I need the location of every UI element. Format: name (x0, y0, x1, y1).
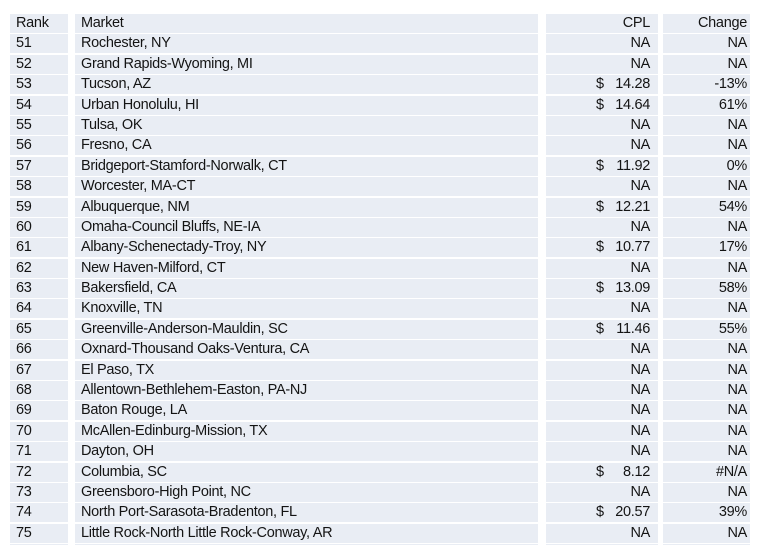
cpl-value: NA (630, 55, 650, 72)
market-cell[interactable]: McAllen-Edinburg-Mission, TX (75, 422, 538, 441)
table-row (10, 503, 770, 522)
cpl-cell[interactable] (546, 381, 658, 400)
change-cell[interactable]: NA (663, 422, 750, 441)
rank-cell[interactable]: 57 (10, 157, 68, 176)
change-cell[interactable]: 55% (663, 320, 750, 339)
change-cell[interactable]: 54% (663, 198, 750, 217)
market-cell[interactable]: Bakersfield, CA (75, 279, 538, 298)
cpl-value: 8.12 (622, 463, 650, 480)
header-cell-rank[interactable]: Rank (10, 14, 68, 33)
market-cell[interactable]: El Paso, TX (75, 361, 538, 380)
cpl-cell[interactable] (546, 361, 658, 380)
change-cell[interactable]: 61% (663, 96, 750, 115)
cpl-cell[interactable] (546, 136, 658, 155)
table-row (10, 340, 770, 359)
cpl-cell[interactable] (546, 55, 658, 74)
change-cell[interactable]: 39% (663, 503, 750, 522)
cpl-cell[interactable] (546, 340, 658, 359)
rank-cell[interactable]: 73 (10, 483, 68, 502)
change-cell[interactable]: NA (663, 177, 750, 196)
cpl-cell[interactable] (546, 442, 658, 461)
rank-cell[interactable]: 61 (10, 238, 68, 257)
change-cell[interactable]: NA (663, 218, 750, 237)
market-cell[interactable]: Tulsa, OK (75, 116, 538, 135)
change-cell[interactable]: NA (663, 401, 750, 420)
header-cell-change[interactable]: Change (663, 14, 750, 33)
market-cell[interactable]: Albany-Schenectady-Troy, NY (75, 238, 538, 257)
table-row (10, 401, 770, 420)
cpl-cell[interactable] (546, 157, 658, 176)
rank-cell[interactable]: 59 (10, 198, 68, 217)
market-cell[interactable]: Rochester, NY (75, 34, 538, 53)
cpl-cell[interactable] (546, 177, 658, 196)
cpl-value: NA (630, 341, 650, 358)
rank-cell[interactable]: 65 (10, 320, 68, 339)
header-cell-market[interactable]: Market (75, 14, 538, 33)
cpl-cell[interactable] (546, 198, 658, 217)
cpl-value: NA (630, 218, 650, 235)
cpl-value: NA (630, 137, 650, 154)
table-row (10, 34, 770, 53)
header-cell-cpl[interactable] (546, 14, 658, 33)
market-cell[interactable]: North Port-Sarasota-Bradenton, FL (75, 503, 538, 522)
header-cpl-label: CPL (622, 15, 650, 31)
currency-symbol: $ (596, 463, 604, 480)
table-row (10, 96, 770, 115)
rank-cell[interactable]: 71 (10, 442, 68, 461)
change-cell[interactable]: NA (663, 55, 750, 74)
cpl-cell[interactable] (546, 259, 658, 278)
table-row (10, 55, 770, 74)
change-cell[interactable]: NA (663, 116, 750, 135)
market-cell[interactable]: Bridgeport-Stamford-Norwalk, CT (75, 157, 538, 176)
currency-symbol: $ (596, 504, 604, 521)
change-cell[interactable]: NA (663, 524, 750, 543)
currency-symbol: $ (596, 239, 604, 256)
market-cell[interactable]: Columbia, SC (75, 463, 538, 482)
rank-cell[interactable]: 52 (10, 55, 68, 74)
currency-symbol: $ (596, 157, 604, 174)
cpl-value: 14.28 (615, 76, 650, 93)
currency-symbol: $ (596, 96, 604, 113)
rank-cell[interactable]: 54 (10, 96, 68, 115)
cpl-cell[interactable] (546, 463, 658, 482)
table-row (10, 483, 770, 502)
table-row (10, 136, 770, 155)
market-cell[interactable]: Allentown-Bethlehem-Easton, PA-NJ (75, 381, 538, 400)
table-row (10, 361, 770, 380)
table-row (10, 422, 770, 441)
table-row (10, 198, 770, 217)
change-cell[interactable]: NA (663, 136, 750, 155)
change-cell[interactable]: -13% (663, 75, 750, 94)
rank-cell[interactable]: 63 (10, 279, 68, 298)
rank-cell[interactable]: 60 (10, 218, 68, 237)
change-cell[interactable]: NA (663, 361, 750, 380)
table-row (10, 218, 770, 237)
cpl-value: NA (630, 259, 650, 276)
rank-cell[interactable]: 53 (10, 75, 68, 94)
market-cell[interactable]: Worcester, MA-CT (75, 177, 538, 196)
market-cell[interactable]: Omaha-Council Bluffs, NE-IA (75, 218, 538, 237)
market-cell[interactable]: Tucson, AZ (75, 75, 538, 94)
rank-cell[interactable]: 75 (10, 524, 68, 543)
change-cell[interactable]: NA (663, 299, 750, 318)
table-row (10, 259, 770, 278)
cpl-value: NA (630, 483, 650, 500)
change-cell[interactable]: NA (663, 483, 750, 502)
cpl-value: 10.77 (615, 239, 650, 256)
cpl-value: 13.09 (615, 280, 650, 297)
table-row (10, 177, 770, 196)
cpl-cell[interactable] (546, 75, 658, 94)
market-cell[interactable]: Grand Rapids-Wyoming, MI (75, 55, 538, 74)
market-cell[interactable]: Greenville-Anderson-Mauldin, SC (75, 320, 538, 339)
rank-cell[interactable]: 74 (10, 503, 68, 522)
table-row (10, 157, 770, 176)
market-cell[interactable]: Oxnard-Thousand Oaks-Ventura, CA (75, 340, 538, 359)
market-cell[interactable]: Knoxville, TN (75, 299, 538, 318)
change-cell[interactable]: NA (663, 381, 750, 400)
rank-cell[interactable]: 72 (10, 463, 68, 482)
table-row (10, 299, 770, 318)
rank-cell[interactable]: 69 (10, 401, 68, 420)
rank-cell[interactable]: 66 (10, 340, 68, 359)
market-cell[interactable]: Baton Rouge, LA (75, 401, 538, 420)
cpl-cell[interactable] (546, 299, 658, 318)
market-cell[interactable]: Greensboro-High Point, NC (75, 483, 538, 502)
cpl-value: NA (630, 524, 650, 541)
table-row (10, 442, 770, 461)
cpl-cell[interactable] (546, 503, 658, 522)
currency-symbol: $ (596, 76, 604, 93)
table-row (10, 116, 770, 135)
rank-cell[interactable]: 55 (10, 116, 68, 135)
rank-cell[interactable]: 68 (10, 381, 68, 400)
cpl-value: 20.57 (615, 504, 650, 521)
rank-cell[interactable]: 67 (10, 361, 68, 380)
change-cell[interactable]: 58% (663, 279, 750, 298)
market-cell[interactable]: Fresno, CA (75, 136, 538, 155)
table-row (10, 524, 770, 543)
change-cell[interactable]: NA (663, 340, 750, 359)
market-cell[interactable]: New Haven-Milford, CT (75, 259, 538, 278)
cpl-value: NA (630, 382, 650, 399)
cpl-cell[interactable] (546, 422, 658, 441)
currency-symbol: $ (596, 280, 604, 297)
change-cell[interactable]: NA (663, 442, 750, 461)
change-cell[interactable]: NA (663, 34, 750, 53)
cpl-value: 14.64 (615, 96, 650, 113)
market-cell[interactable]: Little Rock-North Little Rock-Conway, AR (75, 524, 538, 543)
cpl-cell[interactable] (546, 483, 658, 502)
cpl-value: 11.46 (616, 320, 650, 337)
cpl-cell[interactable] (546, 34, 658, 53)
rank-cell[interactable]: 64 (10, 299, 68, 318)
table-row (10, 463, 770, 482)
table-row (10, 279, 770, 298)
cpl-value: NA (630, 116, 650, 133)
cpl-cell[interactable] (546, 96, 658, 115)
rank-cell[interactable]: 51 (10, 34, 68, 53)
cpl-value: NA (630, 402, 650, 419)
cpl-value: NA (630, 35, 650, 52)
rank-cell[interactable]: 56 (10, 136, 68, 155)
header-row (10, 14, 770, 33)
change-cell[interactable]: 17% (663, 238, 750, 257)
cpl-cell[interactable] (546, 279, 658, 298)
table-row (10, 238, 770, 257)
rank-cell[interactable]: 58 (10, 177, 68, 196)
cpl-cell[interactable] (546, 524, 658, 543)
change-cell[interactable]: #N/A (663, 463, 750, 482)
currency-symbol: $ (596, 320, 604, 337)
cpl-value: 12.21 (615, 198, 650, 215)
cpl-value: NA (630, 178, 650, 195)
cpl-value: NA (630, 443, 650, 460)
cpl-cell[interactable] (546, 218, 658, 237)
cpl-value: NA (630, 300, 650, 317)
cpl-cell[interactable] (546, 320, 658, 339)
cpl-cell[interactable] (546, 116, 658, 135)
rank-cell[interactable]: 70 (10, 422, 68, 441)
cpl-value: NA (630, 422, 650, 439)
cpl-cell[interactable] (546, 401, 658, 420)
cpl-value: NA (630, 361, 650, 378)
rank-cell[interactable]: 62 (10, 259, 68, 278)
change-cell[interactable]: NA (663, 259, 750, 278)
cpl-cell[interactable] (546, 238, 658, 257)
change-cell[interactable]: 0% (663, 157, 750, 176)
market-cell[interactable]: Albuquerque, NM (75, 198, 538, 217)
table-row (10, 75, 770, 94)
market-cell[interactable]: Urban Honolulu, HI (75, 96, 538, 115)
table-row (10, 381, 770, 400)
cpl-value: 11.92 (616, 157, 650, 174)
market-cell[interactable]: Dayton, OH (75, 442, 538, 461)
table-row (10, 320, 770, 339)
currency-symbol: $ (596, 198, 604, 215)
